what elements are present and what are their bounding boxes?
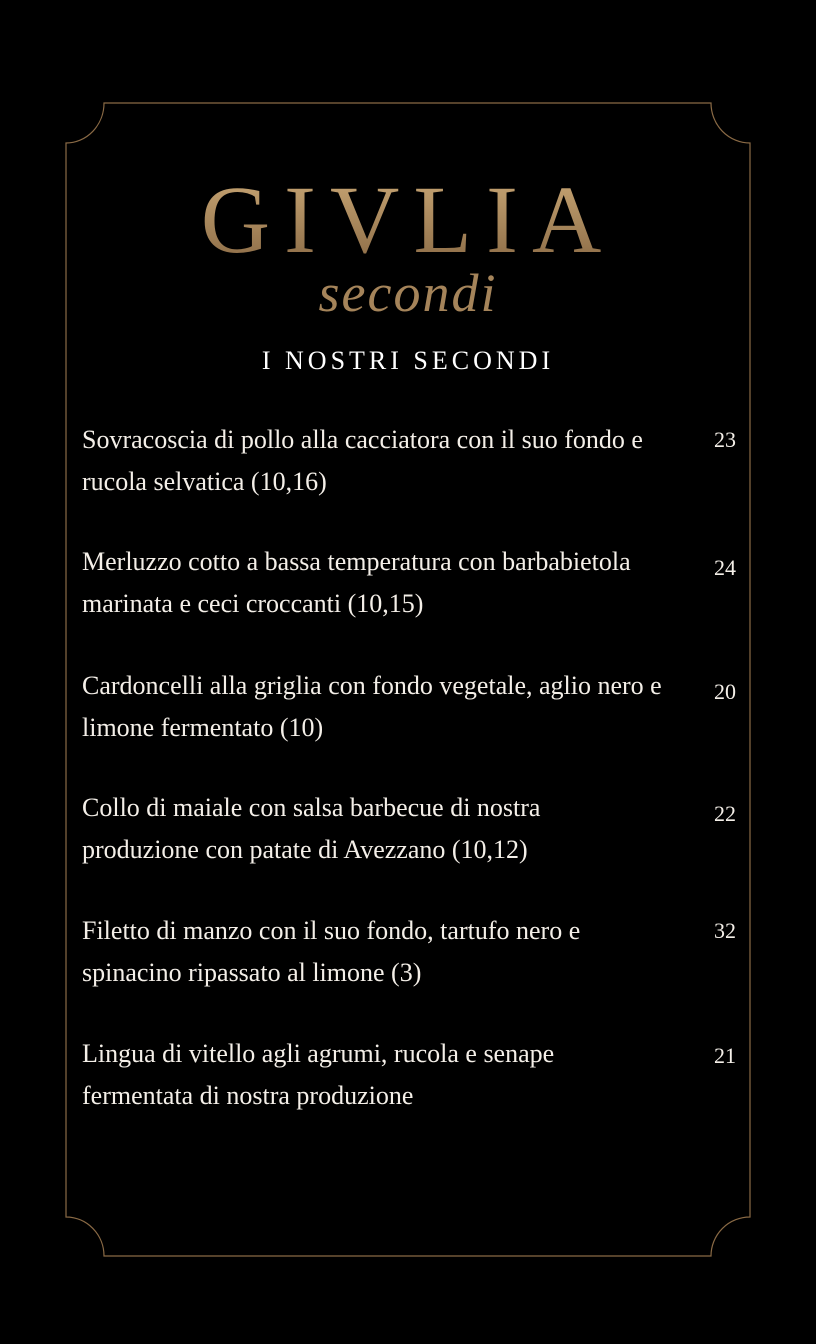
menu-item-price: 24	[714, 555, 736, 580]
menu-item	[82, 419, 736, 503]
brand-logo: GIVLIA	[0, 172, 816, 268]
menu-item-description: Cardoncelli alla griglia con fondo vegetale, aglio nero e limone fermentato (10)	[82, 671, 662, 742]
menu-item	[82, 787, 736, 871]
menu-item-description: Collo di maiale con salsa barbecue di nostra produzione con patate di Avezzano (10,12)	[82, 793, 541, 864]
menu-item-description: Filetto di manzo con il suo fondo, tartufo nero e spinacino ripassato al limone (3)	[82, 916, 581, 987]
category-script-title: secondi	[318, 263, 498, 323]
menu-item-description: Lingua di vitello agli agrumi, rucola e senape fermentata di nostra produzione	[82, 1039, 555, 1110]
menu-item-description: Merluzzo cotto a bassa temperatura con barbabietola marinata e ceci croccanti (10,15)	[82, 547, 631, 618]
menu-item-price: 21	[714, 1043, 736, 1068]
menu-item	[82, 541, 736, 625]
menu-item-price: 23	[714, 427, 736, 452]
menu-item-price: 32	[714, 918, 736, 943]
menu-item-price: 22	[714, 801, 736, 826]
menu-item	[82, 665, 736, 749]
menu-item-price: 20	[714, 679, 736, 704]
menu-item	[82, 1033, 736, 1117]
menu-item	[82, 910, 736, 994]
section-heading: I NOSTRI SECONDI	[261, 346, 555, 375]
menu-item-description: Sovracoscia di pollo alla cacciatora con il suo fondo e rucola selvatica (10,16)	[82, 425, 643, 496]
